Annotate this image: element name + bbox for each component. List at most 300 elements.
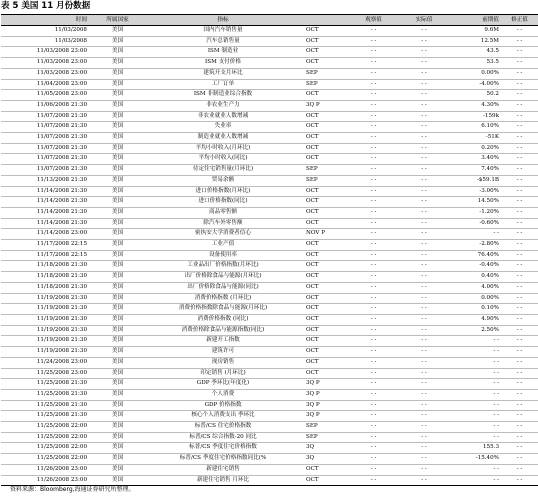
cell-revised: - - bbox=[501, 58, 538, 69]
table-row bbox=[1, 207, 538, 218]
cell-indicator: 非农业就业人数增减 bbox=[146, 111, 300, 122]
cell-time: 11/14/2008 21:30 bbox=[1, 197, 89, 208]
cell-period: OCT bbox=[300, 197, 348, 208]
cell-revised: - - bbox=[501, 325, 538, 336]
cell-observed: - - bbox=[348, 336, 399, 347]
header-revised: 修正值 bbox=[501, 15, 538, 26]
table-row bbox=[1, 240, 538, 251]
cell-previous: 155.3 bbox=[449, 443, 501, 454]
cell-revised: - - bbox=[501, 454, 538, 465]
table-row bbox=[1, 79, 538, 90]
cell-revised: - - bbox=[501, 143, 538, 154]
cell-previous: 12.5M bbox=[449, 36, 501, 47]
cell-observed: - - bbox=[348, 165, 399, 176]
cell-period: OCT bbox=[300, 282, 348, 293]
cell-country: 美国 bbox=[89, 58, 146, 69]
cell-actual: - - bbox=[399, 79, 449, 90]
cell-country: 美国 bbox=[89, 411, 146, 422]
cell-actual: - - bbox=[399, 240, 449, 251]
cell-revised: - - bbox=[501, 304, 538, 315]
cell-country: 美国 bbox=[89, 400, 146, 411]
table-row bbox=[1, 379, 538, 390]
cell-previous: - - bbox=[449, 475, 501, 486]
cell-country: 美国 bbox=[89, 347, 146, 358]
cell-indicator: 进口价格指数(同比) bbox=[146, 197, 300, 208]
cell-observed: - - bbox=[348, 272, 399, 283]
cell-period: 3Q P bbox=[300, 100, 348, 111]
cell-country: 美国 bbox=[89, 47, 146, 58]
cell-country: 美国 bbox=[89, 443, 146, 454]
cell-observed: - - bbox=[348, 143, 399, 154]
cell-country: 美国 bbox=[89, 79, 146, 90]
cell-indicator: 密执安大学消费者信心 bbox=[146, 229, 300, 240]
cell-time: 11/19/2008 21:30 bbox=[1, 325, 89, 336]
cell-time: 11/25/2008 22:00 bbox=[1, 443, 89, 454]
table-row bbox=[1, 250, 538, 261]
cell-observed: - - bbox=[348, 90, 399, 101]
cell-previous: - - bbox=[449, 336, 501, 347]
cell-actual: - - bbox=[399, 186, 449, 197]
cell-period: SEP bbox=[300, 68, 348, 79]
cell-country: 美国 bbox=[89, 261, 146, 272]
cell-previous: -4.00% bbox=[449, 79, 501, 90]
cell-observed: - - bbox=[348, 207, 399, 218]
cell-time: 11/18/2008 21:30 bbox=[1, 282, 89, 293]
cell-time: 11/25/2008 22:00 bbox=[1, 454, 89, 465]
cell-period: OCT bbox=[300, 143, 348, 154]
cell-observed: - - bbox=[348, 293, 399, 304]
cell-previous: - - bbox=[449, 464, 501, 475]
cell-previous: 0.10% bbox=[449, 304, 501, 315]
cell-actual: - - bbox=[399, 36, 449, 47]
cell-indicator: 现房销售 bbox=[146, 357, 300, 368]
cell-actual: - - bbox=[399, 464, 449, 475]
cell-time: 11/07/2008 21:30 bbox=[1, 143, 89, 154]
cell-country: 美国 bbox=[89, 422, 146, 433]
cell-revised: - - bbox=[501, 207, 538, 218]
cell-previous: -1.20% bbox=[449, 207, 501, 218]
cell-indicator: 进口价格指数(月环比) bbox=[146, 186, 300, 197]
cell-country: 美国 bbox=[89, 229, 146, 240]
cell-observed: - - bbox=[348, 250, 399, 261]
table-row bbox=[1, 90, 538, 101]
cell-observed: - - bbox=[348, 79, 399, 90]
table-row bbox=[1, 218, 538, 229]
table-row bbox=[1, 357, 538, 368]
cell-period: OCT bbox=[300, 186, 348, 197]
table-row bbox=[1, 100, 538, 111]
cell-actual: - - bbox=[399, 154, 449, 165]
cell-previous: 0.20% bbox=[449, 143, 501, 154]
cell-country: 美国 bbox=[89, 154, 146, 165]
cell-time: 11/25/2008 21:30 bbox=[1, 389, 89, 400]
cell-period: OCT bbox=[300, 207, 348, 218]
cell-indicator: 平均小时收入(月环比) bbox=[146, 143, 300, 154]
cell-previous: - - bbox=[449, 432, 501, 443]
table-row bbox=[1, 304, 538, 315]
cell-period: OCT bbox=[300, 293, 348, 304]
cell-time: 11/25/2008 22:00 bbox=[1, 432, 89, 443]
cell-period: SEP bbox=[300, 432, 348, 443]
cell-observed: - - bbox=[348, 197, 399, 208]
cell-indicator: 制造业就业人数增减 bbox=[146, 133, 300, 144]
cell-observed: - - bbox=[348, 422, 399, 433]
table-row bbox=[1, 186, 538, 197]
cell-actual: - - bbox=[399, 111, 449, 122]
cell-period: OCT bbox=[300, 36, 348, 47]
cell-actual: - - bbox=[399, 454, 449, 465]
cell-actual: - - bbox=[399, 207, 449, 218]
cell-previous: 0.00% bbox=[449, 68, 501, 79]
cell-indicator: 非农业生产力 bbox=[146, 100, 300, 111]
table-row bbox=[1, 111, 538, 122]
cell-revised: - - bbox=[501, 197, 538, 208]
cell-time: 11/19/2008 21:30 bbox=[1, 304, 89, 315]
cell-time: 11/14/2008 21:30 bbox=[1, 207, 89, 218]
cell-revised: - - bbox=[501, 133, 538, 144]
cell-period: OCT bbox=[300, 250, 348, 261]
cell-observed: - - bbox=[348, 400, 399, 411]
cell-previous: - - bbox=[449, 357, 501, 368]
cell-time: 11/03/2008 23:00 bbox=[1, 58, 89, 69]
cell-time: 11/19/2008 21:30 bbox=[1, 293, 89, 304]
cell-period: SEP bbox=[300, 422, 348, 433]
cell-indicator: 建筑开支月环比 bbox=[146, 68, 300, 79]
cell-indicator: 消费价格除食品与能源指数(同比) bbox=[146, 325, 300, 336]
cell-indicator: GDP 季环比(年度化) bbox=[146, 379, 300, 390]
cell-country: 美国 bbox=[89, 197, 146, 208]
cell-previous: 43.5 bbox=[449, 47, 501, 58]
cell-indicator: 新建住宅销售 bbox=[146, 464, 300, 475]
cell-indicator: GDP 价格指数 bbox=[146, 400, 300, 411]
cell-period: OCT bbox=[300, 357, 348, 368]
cell-indicator: 除汽车外零售额 bbox=[146, 218, 300, 229]
cell-indicator: 标普/CS 住宅价格指数 bbox=[146, 422, 300, 433]
cell-previous: 0.40% bbox=[449, 272, 501, 283]
cell-indicator: 标普/CS 季度住宅价格指数同比(% bbox=[146, 454, 300, 465]
table-header bbox=[1, 15, 538, 26]
cell-period: OCT bbox=[300, 58, 348, 69]
cell-observed: - - bbox=[348, 454, 399, 465]
table-row bbox=[1, 454, 538, 465]
cell-actual: - - bbox=[399, 368, 449, 379]
cell-period: 3Q bbox=[300, 454, 348, 465]
cell-indicator: 新建住宅销售 月环比 bbox=[146, 475, 300, 486]
cell-revised: - - bbox=[501, 47, 538, 58]
cell-time: 11/19/2008 21:30 bbox=[1, 314, 89, 325]
cell-observed: - - bbox=[348, 175, 399, 186]
cell-previous: 53.5 bbox=[449, 58, 501, 69]
cell-observed: - - bbox=[348, 304, 399, 315]
cell-period: 3Q P bbox=[300, 411, 348, 422]
cell-previous: 4.30% bbox=[449, 100, 501, 111]
cell-actual: - - bbox=[399, 100, 449, 111]
cell-observed: - - bbox=[348, 411, 399, 422]
source-note: 资料来源：Bloomberg,海通证券研究所整理。 bbox=[10, 486, 135, 493]
cell-actual: - - bbox=[399, 58, 449, 69]
cell-indicator: 印定销售 (月环比) bbox=[146, 368, 300, 379]
cell-period: OCT bbox=[300, 325, 348, 336]
cell-country: 美国 bbox=[89, 336, 146, 347]
cell-previous: 4.00% bbox=[449, 282, 501, 293]
cell-revised: - - bbox=[501, 165, 538, 176]
cell-observed: - - bbox=[348, 325, 399, 336]
cell-previous: -3.00% bbox=[449, 186, 501, 197]
cell-observed: - - bbox=[348, 47, 399, 58]
cell-observed: - - bbox=[348, 100, 399, 111]
cell-observed: - - bbox=[348, 314, 399, 325]
cell-actual: - - bbox=[399, 175, 449, 186]
cell-time: 11/03/2008 bbox=[1, 26, 89, 37]
table-row bbox=[1, 293, 538, 304]
cell-country: 美国 bbox=[89, 454, 146, 465]
cell-previous: 3.40% bbox=[449, 154, 501, 165]
table-row bbox=[1, 411, 538, 422]
cell-indicator: ISM 制造业 bbox=[146, 47, 300, 58]
cell-revised: - - bbox=[501, 36, 538, 47]
cell-country: 美国 bbox=[89, 272, 146, 283]
cell-time: 11/17/2008 22:15 bbox=[1, 240, 89, 251]
cell-observed: - - bbox=[348, 240, 399, 251]
cell-previous: -159k bbox=[449, 111, 501, 122]
cell-time: 11/19/2008 21:30 bbox=[1, 336, 89, 347]
cell-revised: - - bbox=[501, 175, 538, 186]
cell-indicator: 失业率 bbox=[146, 122, 300, 133]
table-row bbox=[1, 272, 538, 283]
cell-observed: - - bbox=[348, 282, 399, 293]
cell-time: 11/03/2008 23:00 bbox=[1, 68, 89, 79]
cell-previous: 4.90% bbox=[449, 314, 501, 325]
cell-actual: - - bbox=[399, 443, 449, 454]
table-row bbox=[1, 143, 538, 154]
cell-revised: - - bbox=[501, 261, 538, 272]
cell-revised: - - bbox=[501, 347, 538, 358]
cell-period: OCT bbox=[300, 218, 348, 229]
cell-country: 美国 bbox=[89, 304, 146, 315]
cell-country: 美国 bbox=[89, 111, 146, 122]
cell-time: 11/25/2008 21:30 bbox=[1, 379, 89, 390]
table-row bbox=[1, 229, 538, 240]
cell-time: 11/18/2008 21:30 bbox=[1, 261, 89, 272]
cell-time: 11/25/2008 21:30 bbox=[1, 400, 89, 411]
cell-country: 美国 bbox=[89, 368, 146, 379]
cell-indicator: 商品零售额 bbox=[146, 207, 300, 218]
table-row bbox=[1, 336, 538, 347]
cell-actual: - - bbox=[399, 122, 449, 133]
cell-actual: - - bbox=[399, 68, 449, 79]
cell-previous: -2.80% bbox=[449, 240, 501, 251]
cell-previous: 76.40% bbox=[449, 250, 501, 261]
cell-observed: - - bbox=[348, 261, 399, 272]
cell-country: 美国 bbox=[89, 475, 146, 486]
cell-observed: - - bbox=[348, 154, 399, 165]
cell-observed: - - bbox=[348, 347, 399, 358]
cell-period: SEP bbox=[300, 79, 348, 90]
cell-time: 11/07/2008 21:30 bbox=[1, 122, 89, 133]
cell-time: 11/06/2008 21:30 bbox=[1, 100, 89, 111]
cell-period: OCT bbox=[300, 133, 348, 144]
cell-time: 11/07/2008 21:30 bbox=[1, 165, 89, 176]
table-row bbox=[1, 368, 538, 379]
cell-country: 美国 bbox=[89, 379, 146, 390]
cell-country: 美国 bbox=[89, 175, 146, 186]
cell-previous: - - bbox=[449, 411, 501, 422]
cell-indicator: 工业产值 bbox=[146, 240, 300, 251]
cell-previous: - - bbox=[449, 347, 501, 358]
header-actual: 实际值 bbox=[399, 15, 449, 26]
cell-actual: - - bbox=[399, 229, 449, 240]
table-row bbox=[1, 26, 538, 37]
cell-period: OCT bbox=[300, 90, 348, 101]
cell-observed: - - bbox=[348, 357, 399, 368]
cell-country: 美国 bbox=[89, 122, 146, 133]
cell-time: 11/07/2008 21:30 bbox=[1, 111, 89, 122]
cell-observed: - - bbox=[348, 368, 399, 379]
header-previous: 前期值 bbox=[449, 15, 501, 26]
cell-observed: - - bbox=[348, 26, 399, 37]
cell-country: 美国 bbox=[89, 186, 146, 197]
cell-actual: - - bbox=[399, 325, 449, 336]
cell-indicator: 平均小时收入(同比) bbox=[146, 154, 300, 165]
cell-country: 美国 bbox=[89, 314, 146, 325]
cell-revised: - - bbox=[501, 90, 538, 101]
cell-observed: - - bbox=[348, 218, 399, 229]
cell-period: 3Q P bbox=[300, 379, 348, 390]
table-row bbox=[1, 282, 538, 293]
cell-actual: - - bbox=[399, 475, 449, 486]
table-row bbox=[1, 68, 538, 79]
cell-revised: - - bbox=[501, 389, 538, 400]
cell-revised: - - bbox=[501, 282, 538, 293]
cell-revised: - - bbox=[501, 357, 538, 368]
table-row bbox=[1, 58, 538, 69]
cell-revised: - - bbox=[501, 250, 538, 261]
cell-indicator: 标普/CS 综合指数-20 同比 bbox=[146, 432, 300, 443]
cell-actual: - - bbox=[399, 261, 449, 272]
cell-time: 11/26/2008 23:00 bbox=[1, 464, 89, 475]
cell-previous: 50.2 bbox=[449, 90, 501, 101]
table-row bbox=[1, 347, 538, 358]
cell-actual: - - bbox=[399, 90, 449, 101]
cell-previous: - - bbox=[449, 389, 501, 400]
cell-country: 美国 bbox=[89, 133, 146, 144]
cell-indicator: 建筑许可 bbox=[146, 347, 300, 358]
table-row bbox=[1, 197, 538, 208]
cell-indicator: ISM 支付价格 bbox=[146, 58, 300, 69]
cell-revised: - - bbox=[501, 432, 538, 443]
cell-indicator: 汽车总销售量 bbox=[146, 36, 300, 47]
cell-observed: - - bbox=[348, 229, 399, 240]
cell-time: 11/24/2008 23:00 bbox=[1, 357, 89, 368]
cell-country: 美国 bbox=[89, 357, 146, 368]
cell-country: 美国 bbox=[89, 218, 146, 229]
cell-observed: - - bbox=[348, 122, 399, 133]
cell-actual: - - bbox=[399, 357, 449, 368]
table-row bbox=[1, 122, 538, 133]
cell-country: 美国 bbox=[89, 36, 146, 47]
cell-country: 美国 bbox=[89, 432, 146, 443]
cell-actual: - - bbox=[399, 422, 449, 433]
cell-period: OCT bbox=[300, 111, 348, 122]
cell-revised: - - bbox=[501, 443, 538, 454]
cell-time: 11/04/2008 23:00 bbox=[1, 79, 89, 90]
cell-period: OCT bbox=[300, 261, 348, 272]
table-row bbox=[1, 261, 538, 272]
cell-time: 11/26/2008 23:00 bbox=[1, 475, 89, 486]
cell-country: 美国 bbox=[89, 293, 146, 304]
cell-time: 11/17/2008 22:15 bbox=[1, 250, 89, 261]
cell-period: OCT bbox=[300, 272, 348, 283]
cell-time: 11/05/2008 23:00 bbox=[1, 90, 89, 101]
header-period bbox=[300, 15, 348, 26]
cell-indicator: 消费价格指数除食品与能源(月环比) bbox=[146, 304, 300, 315]
us-november-data-table bbox=[1, 14, 538, 486]
cell-revised: - - bbox=[501, 218, 538, 229]
cell-indicator: 贸易余额 bbox=[146, 175, 300, 186]
table-row bbox=[1, 432, 538, 443]
cell-indicator: 出厂价格除食品与能源(同比) bbox=[146, 282, 300, 293]
cell-previous: - - bbox=[449, 379, 501, 390]
cell-revised: - - bbox=[501, 79, 538, 90]
cell-country: 美国 bbox=[89, 250, 146, 261]
cell-actual: - - bbox=[399, 400, 449, 411]
cell-time: 11/07/2008 21:30 bbox=[1, 154, 89, 165]
cell-time: 11/14/2008 21:30 bbox=[1, 218, 89, 229]
cell-period: OCT bbox=[300, 47, 348, 58]
cell-revised: - - bbox=[501, 314, 538, 325]
cell-previous: 7.40% bbox=[449, 165, 501, 176]
cell-period: SEP bbox=[300, 175, 348, 186]
cell-observed: - - bbox=[348, 111, 399, 122]
cell-observed: - - bbox=[348, 432, 399, 443]
cell-revised: - - bbox=[501, 240, 538, 251]
cell-indicator: ISM 非制造业综合指数 bbox=[146, 90, 300, 101]
cell-observed: - - bbox=[348, 133, 399, 144]
cell-revised: - - bbox=[501, 229, 538, 240]
cell-time: 11/14/2008 21:30 bbox=[1, 186, 89, 197]
cell-period: OCT bbox=[300, 240, 348, 251]
cell-revised: - - bbox=[501, 154, 538, 165]
cell-previous: -$59.1B bbox=[449, 175, 501, 186]
cell-previous: -15.40% bbox=[449, 454, 501, 465]
cell-actual: - - bbox=[399, 411, 449, 422]
cell-period: 3Q P bbox=[300, 389, 348, 400]
cell-previous: - - bbox=[449, 422, 501, 433]
cell-time: 11/07/2008 21:30 bbox=[1, 133, 89, 144]
cell-previous: - - bbox=[449, 368, 501, 379]
table-row bbox=[1, 464, 538, 475]
cell-period: OCT bbox=[300, 464, 348, 475]
header-row bbox=[1, 15, 538, 26]
cell-time: 11/13/2008 21:30 bbox=[1, 175, 89, 186]
cell-period: 3Q bbox=[300, 443, 348, 454]
cell-actual: - - bbox=[399, 282, 449, 293]
cell-observed: - - bbox=[348, 389, 399, 400]
cell-time: 11/19/2008 21:30 bbox=[1, 347, 89, 358]
cell-indicator: 待定住宅销售量(月环比) bbox=[146, 165, 300, 176]
cell-actual: - - bbox=[399, 389, 449, 400]
cell-previous: - - bbox=[449, 400, 501, 411]
cell-revised: - - bbox=[501, 411, 538, 422]
cell-revised: - - bbox=[501, 122, 538, 133]
cell-actual: - - bbox=[399, 304, 449, 315]
cell-revised: - - bbox=[501, 422, 538, 433]
cell-actual: - - bbox=[399, 379, 449, 390]
cell-country: 美国 bbox=[89, 100, 146, 111]
cell-indicator: 国内汽车销售量 bbox=[146, 26, 300, 37]
header-indicator: 指标 bbox=[146, 15, 300, 26]
table-row bbox=[1, 175, 538, 186]
